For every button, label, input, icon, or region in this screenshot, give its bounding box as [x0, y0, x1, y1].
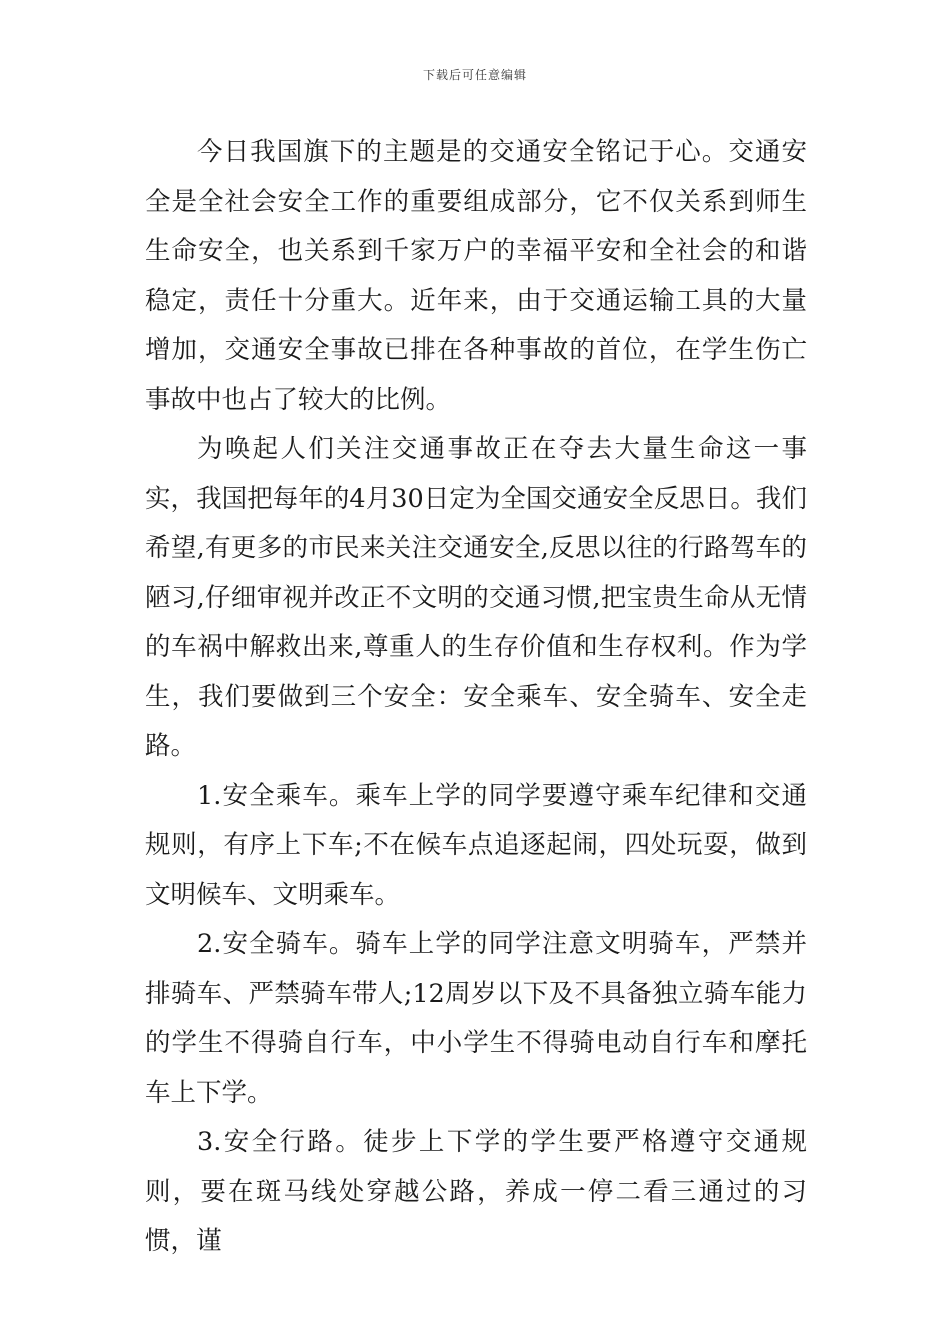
paragraph-safe-cycling: 2.安全骑车。骑车上学的同学注意文明骑车，严禁并排骑车、严禁骑车带人;12周岁以下及不具备独立骑车能力的学生不得骑自行车，中小学生不得骑电动自行车和摩托车上下学。	[145, 929, 807, 1108]
paragraph-reflection-day: 为唤起人们关注交通事故正在夺去大量生命这一事实，我国把每年的4月30日定为全国交通安全反思日。我们希望,有更多的市民来关注交通安全,反思以往的行路驾车的陋习,仔细审视并改正不文明的交通习惯,把宝贵生命从无情的车祸中解救出来,尊重人的生存价值和生存权利。作为学生，我们要做到三个安全：安全乘车、安全骑车、安全走路。	[145, 434, 807, 761]
header-note: 下载后可任意编辑	[422, 68, 527, 82]
paragraph-safe-riding: 1.安全乘车。乘车上学的同学要遵守乘车纪律和交通规则，有序上下车;不在候车点追逐起闹，四处玩耍，做到文明候车、文明乘车。	[145, 780, 807, 910]
paragraph-safe-walking: 3.安全行路。徒步上下学的学生要严格遵守交通规则，要在斑马线处穿越公路，养成一停二看三通过的习惯，谨	[145, 1127, 807, 1256]
document-body	[145, 128, 807, 1267]
paragraph-intro: 今日我国旗下的主题是的交通安全铭记于心。交通安全是全社会安全工作的重要组成部分，它不仅关系到师生生命安全，也关系到千家万户的幸福平安和全社会的和谐稳定，责任十分重大。近年来，由于交通运输工具的大量增加，交通安全事故已排在各种事故的首位，在学生伤亡事故中也占了较大的比例。	[145, 137, 807, 415]
